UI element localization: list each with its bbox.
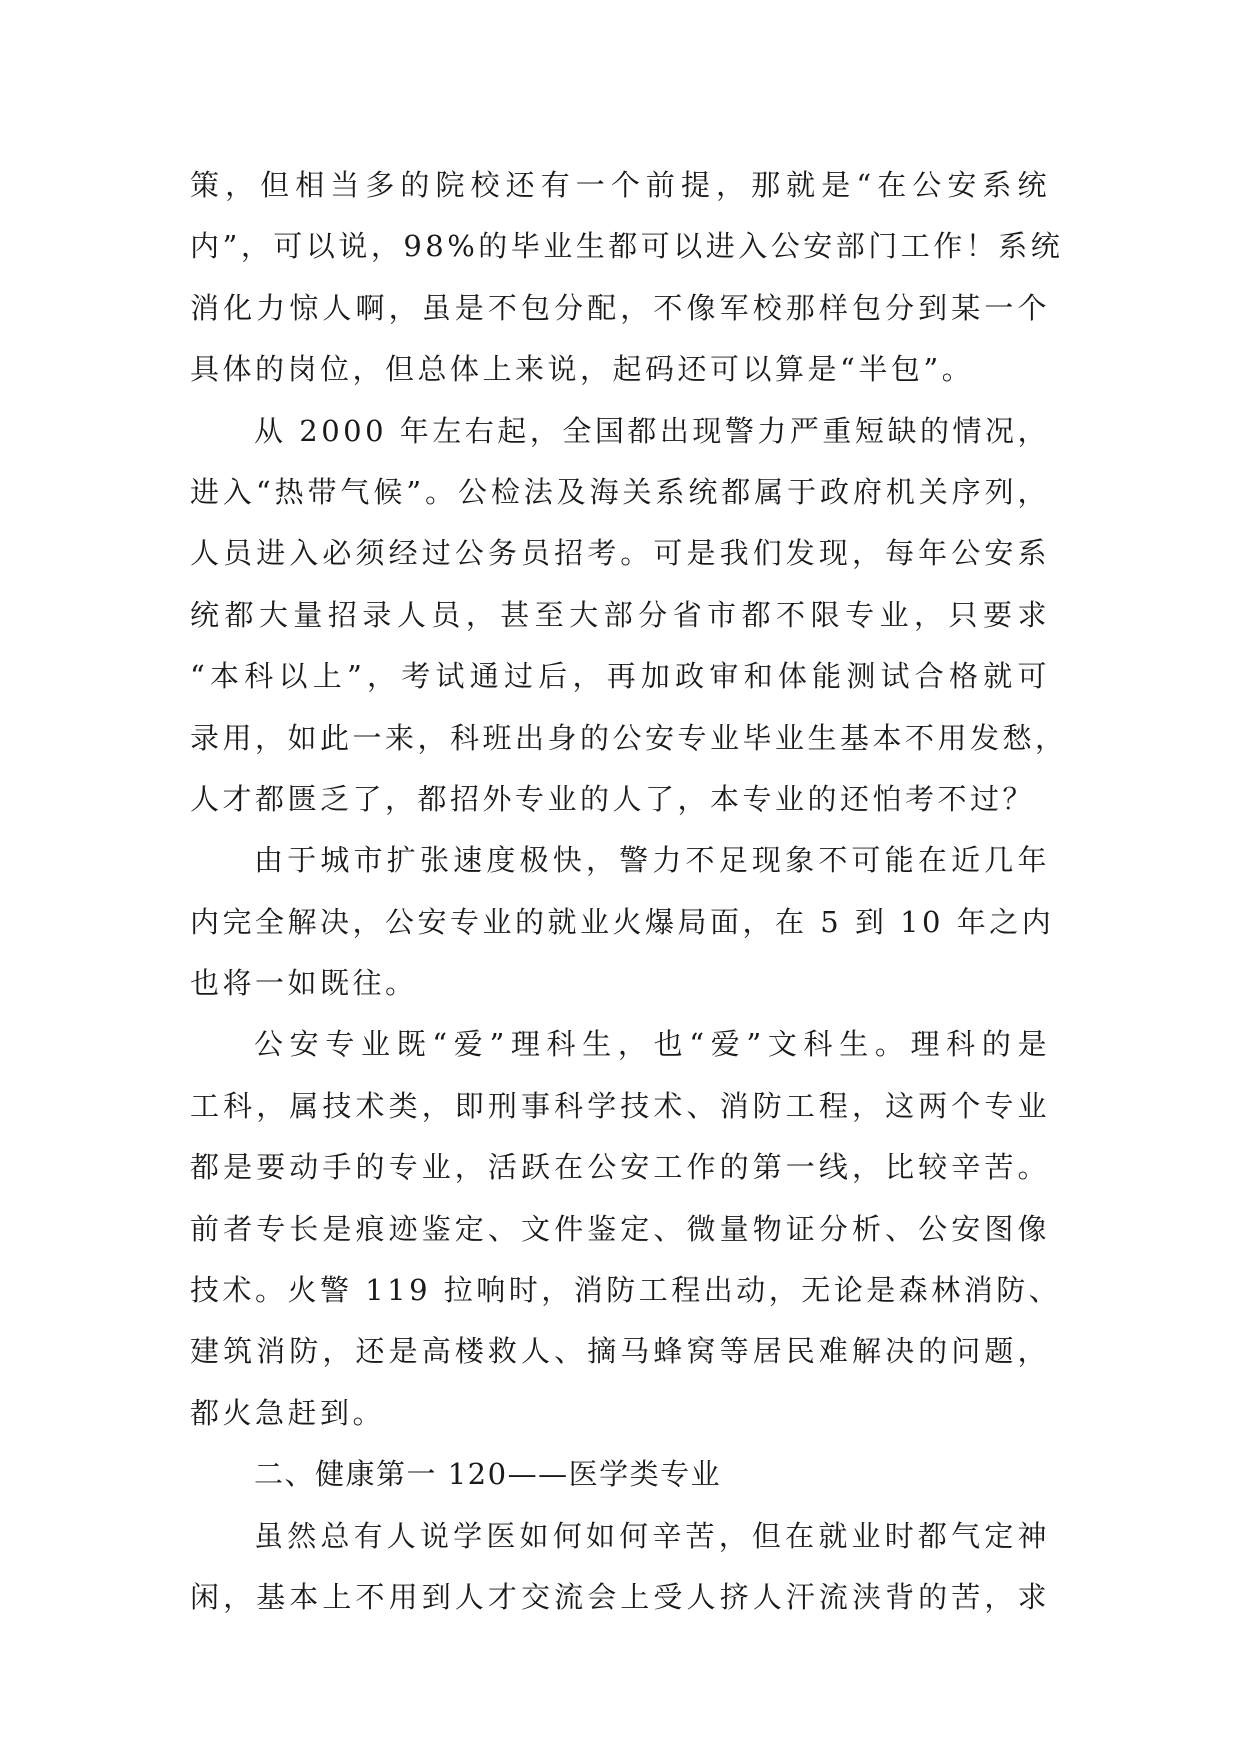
text-line: 人才都匮乏了，都招外专业的人了，本专业的还怕考不过？ (190, 781, 1036, 816)
text-line: 都是要动手的专业，活跃在公安工作的第一线，比较辛苦。 (190, 1150, 1050, 1185)
section-heading: 二、健康第一 120——医学类专业 (254, 1457, 722, 1492)
text-line: 都火急赶到。 (190, 1395, 386, 1430)
text-line: 技术。火警 119 拉响时，消防工程出动，无论是森林消防、 (190, 1273, 1062, 1308)
text-line: 统都大量招录人员，甚至大部分省市都不限专业，只要求 (190, 597, 1050, 632)
text-line: 内”，可以说，98%的毕业生都可以进入公安部门工作！系统 (190, 229, 1064, 264)
text-line: 进入“热带气候”。公检法及海关系统都属于政府机关序列， (190, 474, 1050, 509)
document-body (190, 155, 1068, 1628)
text-line: 也将一如既往。 (190, 966, 418, 1001)
paragraph-start-line: 从 2000 年左右起，全国都出现警力严重短缺的情况， (254, 413, 1050, 448)
text-line: 建筑消防，还是高楼救人、摘马蜂窝等居民难解决的问题， (190, 1334, 1050, 1369)
paragraph-start-line: 公安专业既“爱”理科生，也“爱”文科生。理科的是 (254, 1027, 1050, 1062)
text-line: 策，但相当多的院校还有一个前提，那就是“在公安系统 (190, 168, 1050, 202)
text-line: 人员进入必须经过公务员招考。可是我们发现，每年公安系 (190, 536, 1050, 571)
text-line: 前者专长是痕迹鉴定、文件鉴定、微量物证分析、公安图像 (190, 1211, 1050, 1246)
text-line: 内完全解决，公安专业的就业火爆局面，在 5 到 10 年之内 (190, 904, 1055, 939)
text-line: 录用，如此一来，科班出身的公安专业毕业生基本不用发愁， (190, 720, 1068, 755)
text-line: 工科，属技术类，即刑事科学技术、消防工程，这两个专业 (190, 1088, 1050, 1123)
text-line: 具体的岗位，但总体上来说，起码还可以算是“半包”。 (190, 352, 975, 387)
paragraph-start-line: 由于城市扩张速度极快，警力不足现象不可能在近几年 (254, 843, 1050, 878)
text-line: 闲，基本上不用到人才交流会上受人挤人汗流浃背的苦，求 (190, 1579, 1050, 1614)
text-line: 消化力惊人啊，虽是不包分配，不像军校那样包分到某一个 (190, 290, 1050, 325)
paragraph-start-line: 虽然总有人说学医如何如何辛苦，但在就业时都气定神 (254, 1518, 1050, 1553)
text-line: “本科以上”，考试通过后，再加政审和体能测试合格就可 (190, 659, 1050, 694)
